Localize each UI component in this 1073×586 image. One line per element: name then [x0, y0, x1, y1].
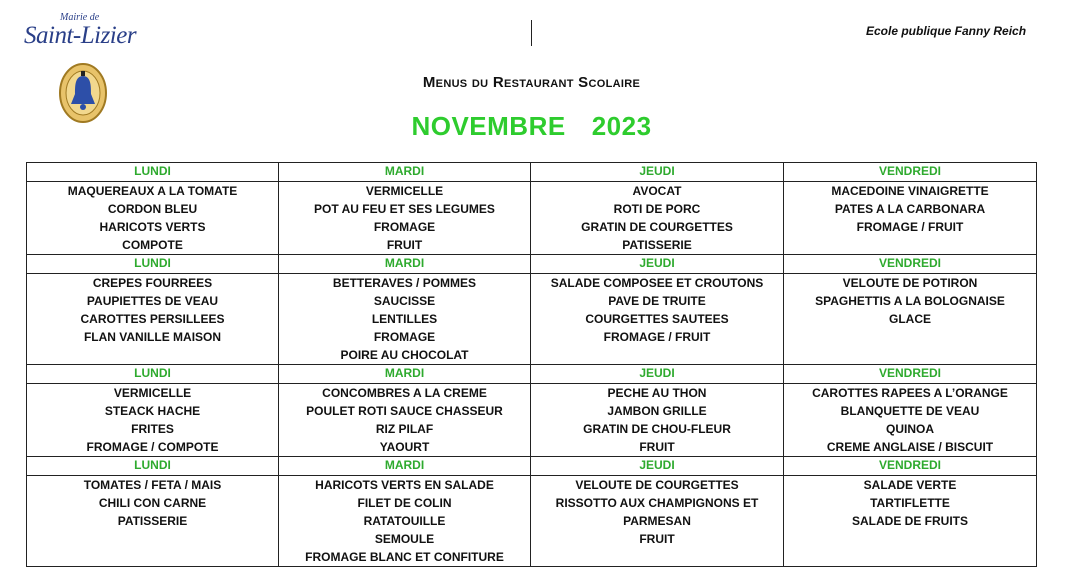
- menu-item: CREPES FOURREES: [92, 276, 213, 290]
- menu-item: SAUCISSE: [373, 294, 436, 308]
- day-menu: [27, 384, 279, 457]
- menu-item: PATISSERIE: [117, 514, 188, 528]
- menu-item: MACEDOINE VINAIGRETTE: [831, 184, 989, 198]
- month-title: [0, 111, 1063, 142]
- day-label: VENDREDI: [784, 163, 1037, 182]
- day-menu: [27, 182, 279, 255]
- menu-item: PARMESAN: [623, 514, 691, 528]
- menu-item: VELOUTE DE COURGETTES: [575, 478, 739, 492]
- menu-table: [26, 162, 1037, 567]
- day-label: JEUDI: [531, 163, 784, 182]
- menu-item: GRATIN DE COURGETTES: [581, 220, 733, 234]
- week-menu-row: [27, 476, 1037, 567]
- year-label: 2023: [591, 111, 652, 141]
- menu-item: SEMOULE: [374, 532, 435, 546]
- menu-item: FRITES: [131, 422, 174, 436]
- day-label: VENDREDI: [784, 457, 1037, 476]
- menu-item: VERMICELLE: [365, 184, 444, 198]
- day-menu: [784, 274, 1037, 365]
- menu-item: CONCOMBRES A LA CREME: [322, 386, 487, 400]
- menu-item: JAMBON GRILLE: [607, 404, 707, 418]
- menu-item: FLAN VANILLE MAISON: [83, 330, 222, 344]
- day-menu: [784, 182, 1037, 255]
- menu-item: VELOUTE DE POTIRON: [842, 276, 978, 290]
- menu-item: MAQUEREAUX A LA TOMATE: [67, 184, 238, 198]
- school-name: Ecole publique Fanny Reich: [866, 24, 1027, 38]
- day-menu: [27, 476, 279, 567]
- menu-item: POT AU FEU ET SES LEGUMES: [314, 202, 495, 216]
- menu-item: FRUIT: [639, 532, 675, 546]
- menu-item: FROMAGE: [373, 330, 436, 344]
- menu-item: SALADE DE FRUITS: [851, 514, 968, 528]
- menu-item: CAROTTES RAPEES A L’ORANGE: [812, 386, 1008, 400]
- day-label: VENDREDI: [784, 255, 1037, 274]
- menu-item: CAROTTES PERSILLEES: [80, 312, 225, 326]
- week-header-row: [27, 163, 1037, 182]
- logo-line1: Mairie de: [60, 12, 100, 23]
- menu-item: QUINOA: [886, 422, 934, 436]
- menu-item: PATES A LA CARBONARA: [834, 202, 986, 216]
- day-menu: [279, 274, 531, 365]
- menu-item: SALADE VERTE: [863, 478, 957, 492]
- day-label: LUNDI: [27, 255, 279, 274]
- week-header-row: [27, 255, 1037, 274]
- week-menu-row: [27, 274, 1037, 365]
- menu-item: HARICOTS VERTS EN SALADE: [315, 478, 494, 492]
- week-menu-row: [27, 182, 1037, 255]
- menu-item: TOMATES / FETA / MAIS: [83, 478, 222, 492]
- menu-item: RISSOTTO AUX CHAMPIGNONS ET: [555, 496, 759, 510]
- header-separator: [531, 20, 532, 46]
- week-menu-row: [27, 384, 1037, 457]
- menu-item: AVOCAT: [632, 184, 682, 198]
- menu-item: COURGETTES SAUTEES: [585, 312, 729, 326]
- menu-item: VERMICELLE: [113, 386, 192, 400]
- menu-item: RATATOUILLE: [363, 514, 446, 528]
- menu-item: HARICOTS VERTS: [99, 220, 206, 234]
- menu-item: RIZ PILAF: [375, 422, 434, 436]
- day-menu: [279, 384, 531, 457]
- day-label: VENDREDI: [784, 365, 1037, 384]
- menu-item: STEACK HACHE: [104, 404, 201, 418]
- day-menu: [784, 384, 1037, 457]
- week-header-row: [27, 365, 1037, 384]
- day-label: JEUDI: [531, 457, 784, 476]
- menu-item: FROMAGE BLANC ET CONFITURE: [305, 550, 504, 564]
- week-header-row: [27, 457, 1037, 476]
- day-label: LUNDI: [27, 457, 279, 476]
- menu-item: FROMAGE: [373, 220, 436, 234]
- day-label: MARDI: [279, 457, 531, 476]
- day-menu: [531, 182, 784, 255]
- page-title: Menus du Restaurant Scolaire: [422, 74, 641, 91]
- menu-item: PAUPIETTES DE VEAU: [86, 294, 219, 308]
- menu-item: PATISSERIE: [622, 238, 692, 252]
- menu-item: FRUIT: [639, 440, 675, 454]
- menu-item: ROTI DE PORC: [613, 202, 701, 216]
- menu-item: PECHE AU THON: [607, 386, 707, 400]
- menu-item: YAOURT: [379, 440, 430, 454]
- menu-item: FROMAGE / FRUIT: [603, 330, 711, 344]
- menu-item: FROMAGE / FRUIT: [856, 220, 964, 234]
- day-menu: [279, 182, 531, 255]
- menu-item: FRUIT: [386, 238, 423, 252]
- day-menu: [531, 476, 784, 567]
- logo-line2: Saint-Lizier: [24, 22, 137, 49]
- menu-item: GRATIN DE CHOU-FLEUR: [583, 422, 731, 436]
- menu-item: SALADE COMPOSEE ET CROUTONS: [550, 276, 764, 290]
- menu-item: CHILI CON CARNE: [98, 496, 207, 510]
- day-menu: [784, 476, 1037, 567]
- menu-item: POIRE AU CHOCOLAT: [340, 348, 469, 362]
- day-label: LUNDI: [27, 365, 279, 384]
- menu-item: SPAGHETTIS A LA BOLOGNAISE: [815, 294, 1005, 308]
- day-label: MARDI: [279, 255, 531, 274]
- day-label: MARDI: [279, 163, 531, 182]
- day-label: MARDI: [279, 365, 531, 384]
- menu-item: COMPOTE: [122, 238, 183, 252]
- menu-item: POULET ROTI SAUCE CHASSEUR: [306, 404, 503, 418]
- menu-item: GLACE: [889, 312, 931, 326]
- menu-item: PAVE DE TRUITE: [608, 294, 706, 308]
- menu-item: CORDON BLEU: [107, 202, 198, 216]
- menu-item: TARTIFLETTE: [870, 496, 950, 510]
- month-label: NOVEMBRE: [411, 111, 566, 141]
- menu-item: FILET DE COLIN: [357, 496, 452, 510]
- menu-item: CREME ANGLAISE / BISCUIT: [826, 440, 994, 454]
- menu-item: BLANQUETTE DE VEAU: [840, 404, 980, 418]
- menu-item: BETTERAVES / POMMES: [332, 276, 477, 290]
- day-menu: [531, 274, 784, 365]
- day-menu: [279, 476, 531, 567]
- menu-item: LENTILLES: [371, 312, 438, 326]
- day-menu: [27, 274, 279, 365]
- day-label: JEUDI: [531, 365, 784, 384]
- menu-item: FROMAGE / COMPOTE: [86, 440, 219, 454]
- town-logo: [22, 10, 146, 124]
- day-label: JEUDI: [531, 255, 784, 274]
- day-menu: [531, 384, 784, 457]
- day-label: LUNDI: [27, 163, 279, 182]
